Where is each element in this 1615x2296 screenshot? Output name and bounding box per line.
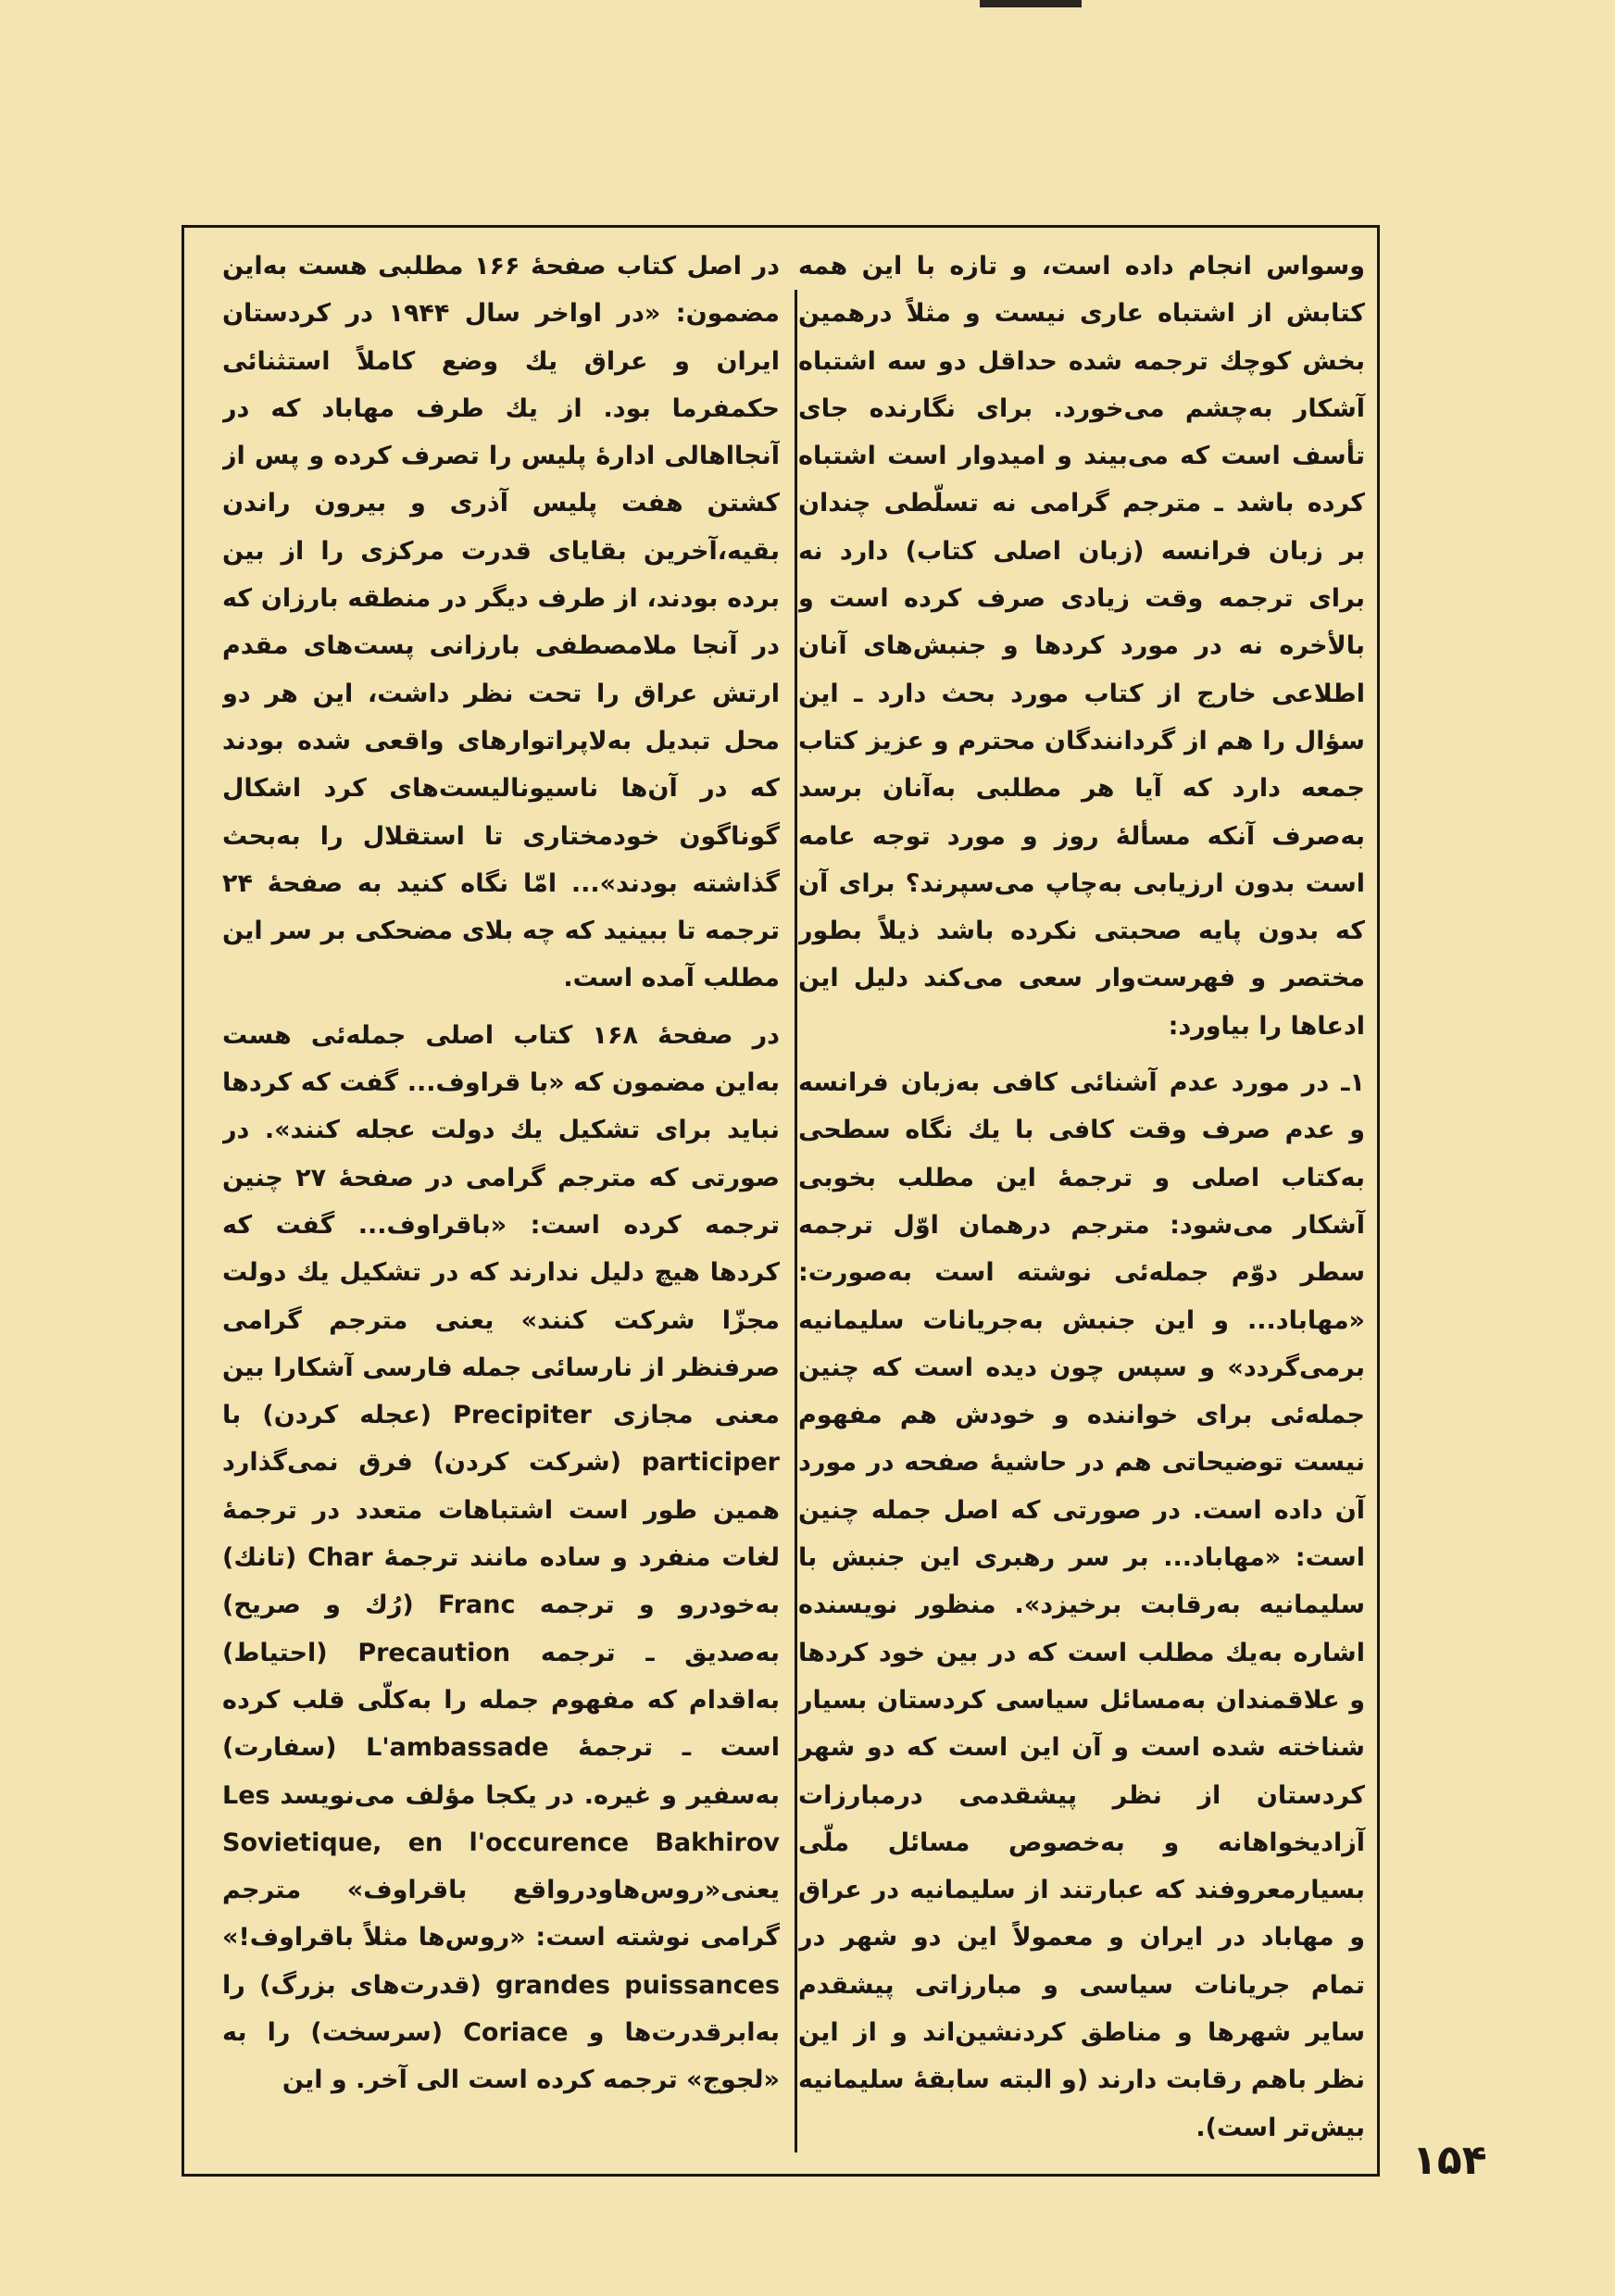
left-column [222, 243, 780, 2168]
right-paragraph-1: وسواس انجام داده است، و تازه با این همه کتابش از اشتباه عاری نیست و مثلاً درهمین بخش کوچك ترجمه شده حداقل دو سه اشتباه آشکار به‌چشم می‌خورد. برای نگارنده جای تأسف است که می‌بیند و امیدوار است اشتباه کرده باشد ـ مترجم گرامی نه تسلّطی چندان بر زبان فرانسه (زبان اصلی کتاب) دارد نه برای ترجمه وقت زیادی صرف کرده است و بالأخره نه در مورد کردها و جنبش‌های آنان اطلاعی خارج از کتاب مورد بحث دارد ـ این سؤال را هم از گردانندگان محترم و عزیز کتاب جمعه دارد که آیا هر مطلبی به‌آنان برسد به‌صرف آنکه مسألهٔ روز و مورد توجه عامه است بدون ارزیابی به‌چاپ می‌سپرند؟ برای آن که بدون پایه صحبتی نکرده باشد ذیلاً بطور مختصر و فهرست‌وار سعی می‌کند دلیل این ادعاها را بیاورد: [798, 252, 1365, 1041]
left-paragraph-1: در اصل کتاب صفحهٔ ۱۶۶ مطلبی هست به‌این مضمون: «در اواخر سال ۱۹۴۴ در کردستان ایران و عراق یك وضع کاملاً استثنائی حکمفرما بود. از یك طرف مهاباد که در آنجااهالی ادارهٔ پلیس را تصرف کرده و پس از کشتن هفت پلیس آذری و بیرون راندن بقیه،آخرین بقایای قدرت مرکزی را از بین برده بودند، از طرف دیگر در منطقه بارزان که در آنجا ملامصطفی بارزانی پست‌های مقدم ارتش عراق را تحت نظر داشت، این هر دو محل تبدیل به‌لاپراتوارهای واقعی شده بودند که در آن‌ها ناسیونالیست‌های کرد اشکال گوناگون خودمختاری تا استقلال را به‌بحث گذاشته بودند»... امّا نگاه کنید به صفحهٔ ۲۴ ترجمه تا ببینید که چه بلای مضحکی بر سر این مطلب آمده است. [222, 252, 780, 993]
right-column [798, 243, 1372, 2168]
right-paragraph-2: ۱ـ در مورد عدم آشنائی کافی به‌زبان فرانسه و عدم صرف وقت کافی با یك نگاه سطحی به‌کتاب اصلی و ترجمهٔ این مطلب بخوبی آشکار می‌شود: مترجم درهمان اوّل ترجمه سطر دوّم جمله‌ئی نوشته است به‌صورت: «مهاباد... و این جنبش به‌جریانات سلیمانیه برمی‌گردد» و سپس چون دیده است که چنین جمله‌ئی برای خواننده و خودش هم مفهوم نیست توضیحاتی هم در حاشیهٔ صفحه در مورد آن داده است. در صورتی که اصل جمله چنین است: «مهاباد... بر سر رهبری این جنبش با سلیمانیه به‌رقابت برخیزد». منظور نویسنده اشاره به‌یك مطلب است که در بین خود کردها و علاقمندان به‌مسائل سیاسی کردستان بسیار شناخته شده است و آن این است که دو شهر کردستان از نظر پیشقدمی درمبارزات آزادیخواهانه و به‌خصوص مسائل ملّی بسیارمعروفند که عبارتند از سلیمانیه در عراق و مهاباد در ایران و معمولاً این دو شهر در تمام جریانات سیاسی و مبارزاتی پیشقدم سایر شهرها و مناطق کردنشین‌اند و از این نظر باهم رقابت دارند (و البته سابقهٔ سلیمانیه بیش‌تر است). [798, 1068, 1365, 2142]
left-paragraph-2: در صفحهٔ ۱۶۸ کتاب اصلی جمله‌ئی هست به‌این مضمون که «با قراوف... گفت که کردها نباید برای تشکیل یك دولت عجله کنند». در صورتی که مترجم گرامی در صفحهٔ ۲۷ چنین ترجمه کرده است: «باقراوف... گفت که کردها هیچ دلیل ندارند که در تشکیل یك دولت مجزّا شرکت کنند» یعنی مترجم گرامی صرفنظر از نارسائی جمله فارسی آشکارا بین معنی مجازی Precipiter (عجله کردن) با participer (شرکت کردن) فرق نمی‌گذارد همین طور است اشتباهات متعدد در ترجمهٔ لغات منفرد و ساده مانند ترجمهٔ Char (تانك) به‌خودرو و ترجمه Franc (رُك و صریح) به‌صدیق ـ ترجمه Precaution (احتیاط) به‌اقدام که مفهوم جمله را به‌کلّی قلب کرده است ـ ترجمهٔ L'ambassade (سفارت) به‌سفیر و غیره. در یکجا مؤلف می‌نویسد Les Sovietique, en l'occurence Bakhirov یعنی«روس‌هاودرواقع باقراوف» مترجم گرامی نوشته است: «روس‌ها مثلاً باقراوف!» grandes puissances (قدرت‌های بزرگ) را به‌ابرقدرت‌ها و Coriace (سرسخت) را به «لجوج» ترجمه کرده است الی آخر. و این [222, 1020, 780, 2095]
page-number: ۱۵۴ [1412, 2137, 1487, 2184]
top-edge-mark [980, 0, 1082, 7]
column-divider [795, 290, 797, 2152]
